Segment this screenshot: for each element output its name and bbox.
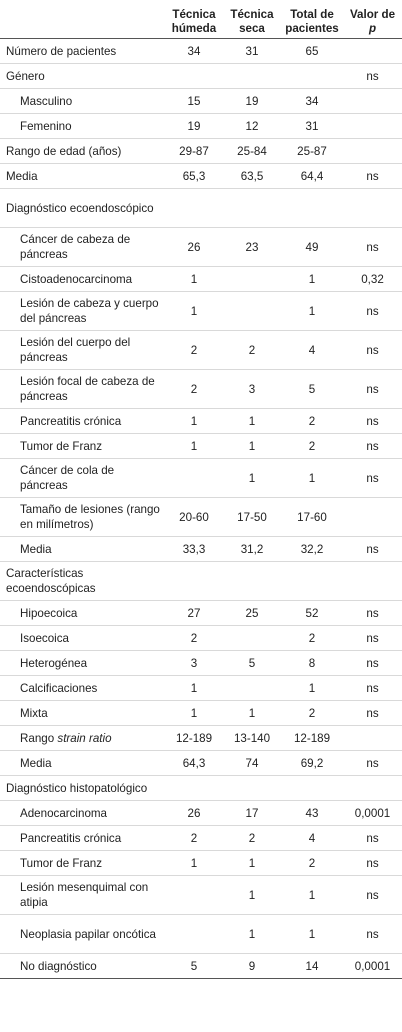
row-label-italic: strain ratio: [57, 731, 112, 745]
cell-valor-p: [343, 776, 402, 801]
cell-tecnica-seca: 17-50: [223, 498, 281, 537]
row-label: [0, 801, 165, 826]
row-label: [0, 164, 165, 189]
cell-tecnica-seca: [223, 189, 281, 228]
cell-total-pacientes: 32,2: [281, 537, 343, 562]
row-label: [0, 228, 165, 267]
cell-valor-p: ns: [343, 164, 402, 189]
cell-valor-p: ns: [343, 459, 402, 498]
row-label: [0, 498, 165, 537]
cell-valor-p: [343, 89, 402, 114]
cell-valor-p: ns: [343, 651, 402, 676]
cell-tecnica-humeda: 1: [165, 292, 223, 331]
cell-tecnica-seca: [223, 64, 281, 89]
cell-valor-p: [343, 726, 402, 751]
cell-valor-p: 0,32: [343, 267, 402, 292]
cell-tecnica-humeda: 1: [165, 701, 223, 726]
cell-valor-p: ns: [343, 331, 402, 370]
table-row: [0, 851, 402, 876]
row-label-text: Rango de edad (años): [6, 144, 122, 158]
row-label-text: Media: [6, 169, 38, 183]
cell-tecnica-seca: 13-140: [223, 726, 281, 751]
table-row: [0, 701, 402, 726]
cell-total-pacientes: 1: [281, 876, 343, 915]
cell-tecnica-humeda: 1: [165, 434, 223, 459]
cell-total-pacientes: 1: [281, 676, 343, 701]
row-label-text: Mixta: [20, 706, 48, 720]
header-tecnica-humeda: Técnica húmeda: [165, 0, 223, 39]
cell-total-pacientes: 31: [281, 114, 343, 139]
cell-total-pacientes: [281, 776, 343, 801]
header-valor-p-text: Valor de: [349, 8, 396, 21]
table-row: [0, 409, 402, 434]
cell-tecnica-seca: [223, 626, 281, 651]
table-row: [0, 114, 402, 139]
cell-tecnica-humeda: 33,3: [165, 537, 223, 562]
row-label: [0, 370, 165, 409]
cell-tecnica-humeda: [165, 562, 223, 601]
cell-valor-p: [343, 114, 402, 139]
cell-valor-p: [343, 498, 402, 537]
table-row: [0, 537, 402, 562]
cell-tecnica-humeda: [165, 776, 223, 801]
row-label: [0, 626, 165, 651]
cell-valor-p: [343, 139, 402, 164]
table-header: [0, 0, 402, 39]
row-label-text: Diagnóstico ecoendoscópico: [6, 201, 154, 215]
cell-tecnica-humeda: [165, 64, 223, 89]
cell-total-pacientes: [281, 189, 343, 228]
cell-total-pacientes: 1: [281, 915, 343, 954]
row-label: [0, 876, 165, 915]
row-label: [0, 701, 165, 726]
cell-valor-p: ns: [343, 64, 402, 89]
cell-tecnica-seca: [223, 292, 281, 331]
cell-valor-p: ns: [343, 601, 402, 626]
row-label-text: Cistoadenocarcinoma: [20, 272, 133, 286]
row-label: [0, 189, 165, 228]
cell-valor-p: ns: [343, 626, 402, 651]
cell-tecnica-humeda: 2: [165, 370, 223, 409]
cell-tecnica-seca: 1: [223, 915, 281, 954]
cell-total-pacientes: 65: [281, 39, 343, 64]
cell-valor-p: ns: [343, 537, 402, 562]
row-label-text: Lesión focal de cabeza de páncreas: [20, 375, 155, 403]
cell-tecnica-humeda: [165, 189, 223, 228]
cell-tecnica-seca: 3: [223, 370, 281, 409]
table-row: [0, 676, 402, 701]
table-row: [0, 601, 402, 626]
table-row: [0, 434, 402, 459]
cell-tecnica-humeda: 2: [165, 331, 223, 370]
cell-tecnica-humeda: 27: [165, 601, 223, 626]
cell-tecnica-seca: 19: [223, 89, 281, 114]
row-label-text: Heterogénea: [20, 656, 88, 670]
cell-valor-p: ns: [343, 434, 402, 459]
cell-valor-p: ns: [343, 876, 402, 915]
cell-tecnica-seca: 2: [223, 331, 281, 370]
cell-tecnica-humeda: 26: [165, 228, 223, 267]
cell-tecnica-seca: 1: [223, 434, 281, 459]
row-label-text: Lesión mesenquimal con atipia: [20, 881, 149, 909]
cell-tecnica-seca: 1: [223, 876, 281, 915]
cell-tecnica-humeda: 29-87: [165, 139, 223, 164]
cell-valor-p: ns: [343, 851, 402, 876]
row-label: [0, 434, 165, 459]
row-label: [0, 537, 165, 562]
cell-tecnica-seca: 9: [223, 954, 281, 979]
header-total-pacientes: Total de pacientes: [281, 0, 343, 39]
table-row: [0, 189, 402, 228]
row-label: [0, 651, 165, 676]
row-label: [0, 751, 165, 776]
row-label-text: No diagnóstico: [20, 959, 97, 973]
cell-total-pacientes: 34: [281, 89, 343, 114]
row-label: [0, 562, 165, 601]
row-label-text: Masculino: [20, 94, 73, 108]
cell-tecnica-humeda: 15: [165, 89, 223, 114]
table-row: [0, 164, 402, 189]
cell-total-pacientes: 1: [281, 292, 343, 331]
cell-tecnica-seca: 5: [223, 651, 281, 676]
cell-total-pacientes: 8: [281, 651, 343, 676]
cell-tecnica-humeda: 1: [165, 409, 223, 434]
table-row: [0, 751, 402, 776]
row-label-text: Isoecoica: [20, 631, 69, 645]
table-body: [0, 39, 402, 979]
table-row: [0, 801, 402, 826]
cell-valor-p: ns: [343, 751, 402, 776]
row-label-text: Cáncer de cabeza de páncreas: [20, 233, 131, 261]
cell-tecnica-seca: [223, 776, 281, 801]
cell-tecnica-humeda: 19: [165, 114, 223, 139]
cell-tecnica-seca: 23: [223, 228, 281, 267]
cell-valor-p: ns: [343, 370, 402, 409]
cell-tecnica-seca: 1: [223, 459, 281, 498]
cell-total-pacientes: 64,4: [281, 164, 343, 189]
row-label: [0, 292, 165, 331]
row-label: [0, 726, 165, 751]
table-row: [0, 826, 402, 851]
row-label-text: Características ecoendoscópicas: [6, 567, 96, 595]
row-label: [0, 139, 165, 164]
cell-tecnica-seca: 31,2: [223, 537, 281, 562]
table-row: [0, 498, 402, 537]
cell-valor-p: ns: [343, 676, 402, 701]
cell-total-pacientes: 52: [281, 601, 343, 626]
header-row: [0, 0, 402, 39]
cell-tecnica-seca: 1: [223, 409, 281, 434]
row-label-text: Hipoecoica: [20, 606, 78, 620]
row-label: [0, 89, 165, 114]
cell-total-pacientes: 2: [281, 851, 343, 876]
cell-total-pacientes: [281, 64, 343, 89]
cell-valor-p: ns: [343, 826, 402, 851]
row-label-text: Tumor de Franz: [20, 439, 103, 453]
cell-tecnica-humeda: 2: [165, 626, 223, 651]
row-label: [0, 851, 165, 876]
row-label-text: Diagnóstico histopatológico: [6, 781, 148, 795]
cell-tecnica-seca: 17: [223, 801, 281, 826]
row-label: [0, 64, 165, 89]
row-label-text: Lesión de cabeza y cuerpo del páncreas: [20, 297, 159, 325]
table-row: [0, 139, 402, 164]
cell-total-pacientes: 2: [281, 626, 343, 651]
table-row: [0, 89, 402, 114]
table-row: [0, 459, 402, 498]
cell-tecnica-humeda: [165, 459, 223, 498]
cell-total-pacientes: 2: [281, 434, 343, 459]
cell-valor-p: ns: [343, 701, 402, 726]
table-row: [0, 651, 402, 676]
cell-valor-p: 0,0001: [343, 801, 402, 826]
row-label-text: Neoplasia papilar oncótica: [20, 927, 156, 941]
cell-tecnica-seca: 25-84: [223, 139, 281, 164]
cell-tecnica-seca: 12: [223, 114, 281, 139]
row-label-text: Pancreatitis crónica: [20, 414, 122, 428]
cell-valor-p: [343, 189, 402, 228]
cell-tecnica-seca: [223, 562, 281, 601]
cell-valor-p: ns: [343, 228, 402, 267]
cell-tecnica-seca: 1: [223, 851, 281, 876]
table-row: [0, 267, 402, 292]
cell-tecnica-humeda: 20-60: [165, 498, 223, 537]
row-label-text: Calcificaciones: [20, 681, 98, 695]
row-label: [0, 459, 165, 498]
row-label: [0, 954, 165, 979]
row-label-text: Media: [20, 756, 52, 770]
row-label-text: Adenocarcinoma: [20, 806, 108, 820]
cell-valor-p: ns: [343, 409, 402, 434]
row-label: [0, 776, 165, 801]
row-label-text: Femenino: [20, 119, 72, 133]
cell-tecnica-humeda: 1: [165, 267, 223, 292]
cell-valor-p: [343, 39, 402, 64]
row-label: [0, 915, 165, 954]
row-label: [0, 114, 165, 139]
cell-total-pacientes: 4: [281, 331, 343, 370]
cell-tecnica-seca: 1: [223, 701, 281, 726]
row-label-text: Pancreatitis crónica: [20, 831, 122, 845]
cell-tecnica-seca: [223, 267, 281, 292]
cell-total-pacientes: 2: [281, 701, 343, 726]
table-row: [0, 776, 402, 801]
table-row: [0, 64, 402, 89]
cell-total-pacientes: 1: [281, 459, 343, 498]
cell-total-pacientes: 2: [281, 409, 343, 434]
table-row: [0, 228, 402, 267]
cell-tecnica-humeda: 65,3: [165, 164, 223, 189]
row-label: [0, 39, 165, 64]
row-label: [0, 331, 165, 370]
cell-total-pacientes: 69,2: [281, 751, 343, 776]
header-valor-p-italic: p: [368, 22, 377, 35]
cell-tecnica-seca: 31: [223, 39, 281, 64]
cell-tecnica-humeda: 64,3: [165, 751, 223, 776]
table-row: [0, 39, 402, 64]
cell-tecnica-seca: [223, 676, 281, 701]
row-label: [0, 601, 165, 626]
row-label-text: Número de pacientes: [6, 44, 117, 58]
cell-tecnica-humeda: 26: [165, 801, 223, 826]
cell-tecnica-humeda: [165, 876, 223, 915]
cell-total-pacientes: 1: [281, 267, 343, 292]
table-row: [0, 626, 402, 651]
row-label: [0, 409, 165, 434]
cell-total-pacientes: 5: [281, 370, 343, 409]
table-row: [0, 370, 402, 409]
cell-tecnica-humeda: 1: [165, 676, 223, 701]
cell-tecnica-seca: 2: [223, 826, 281, 851]
header-tecnica-seca: Técnica seca: [223, 0, 281, 39]
table-row: [0, 562, 402, 601]
row-label-text: Tamaño de lesiones (rango en milímetros): [20, 503, 160, 531]
row-label-text: Género: [6, 69, 45, 83]
cell-total-pacientes: 14: [281, 954, 343, 979]
cell-total-pacientes: 49: [281, 228, 343, 267]
row-label-text: Lesión del cuerpo del páncreas: [20, 336, 131, 364]
table-row: [0, 292, 402, 331]
cell-total-pacientes: 43: [281, 801, 343, 826]
cell-total-pacientes: [281, 562, 343, 601]
cell-tecnica-seca: 63,5: [223, 164, 281, 189]
row-label-text: Rango: [20, 731, 58, 745]
cell-total-pacientes: 25-87: [281, 139, 343, 164]
cell-valor-p: ns: [343, 292, 402, 331]
table-row: [0, 915, 402, 954]
cell-tecnica-seca: 25: [223, 601, 281, 626]
row-label: [0, 676, 165, 701]
cell-total-pacientes: 4: [281, 826, 343, 851]
cell-tecnica-humeda: 5: [165, 954, 223, 979]
cell-tecnica-humeda: [165, 915, 223, 954]
cell-tecnica-seca: 74: [223, 751, 281, 776]
cell-tecnica-humeda: 12-189: [165, 726, 223, 751]
cell-valor-p: ns: [343, 915, 402, 954]
row-label-text: Tumor de Franz: [20, 856, 103, 870]
cell-total-pacientes: 17-60: [281, 498, 343, 537]
cell-valor-p: 0,0001: [343, 954, 402, 979]
header-valor-p: [343, 0, 402, 39]
table-row: [0, 331, 402, 370]
cell-total-pacientes: 12-189: [281, 726, 343, 751]
cell-valor-p: [343, 562, 402, 601]
cell-tecnica-humeda: 34: [165, 39, 223, 64]
cell-tecnica-humeda: 2: [165, 826, 223, 851]
table-row: [0, 726, 402, 751]
row-label-text: Media: [20, 542, 52, 556]
row-label-text: Cáncer de cola de páncreas: [20, 464, 115, 492]
table-row: [0, 954, 402, 979]
table-row: [0, 876, 402, 915]
cell-tecnica-humeda: 3: [165, 651, 223, 676]
row-label: [0, 267, 165, 292]
row-label: [0, 826, 165, 851]
header-empty-cell: [0, 0, 165, 39]
cell-tecnica-humeda: 1: [165, 851, 223, 876]
